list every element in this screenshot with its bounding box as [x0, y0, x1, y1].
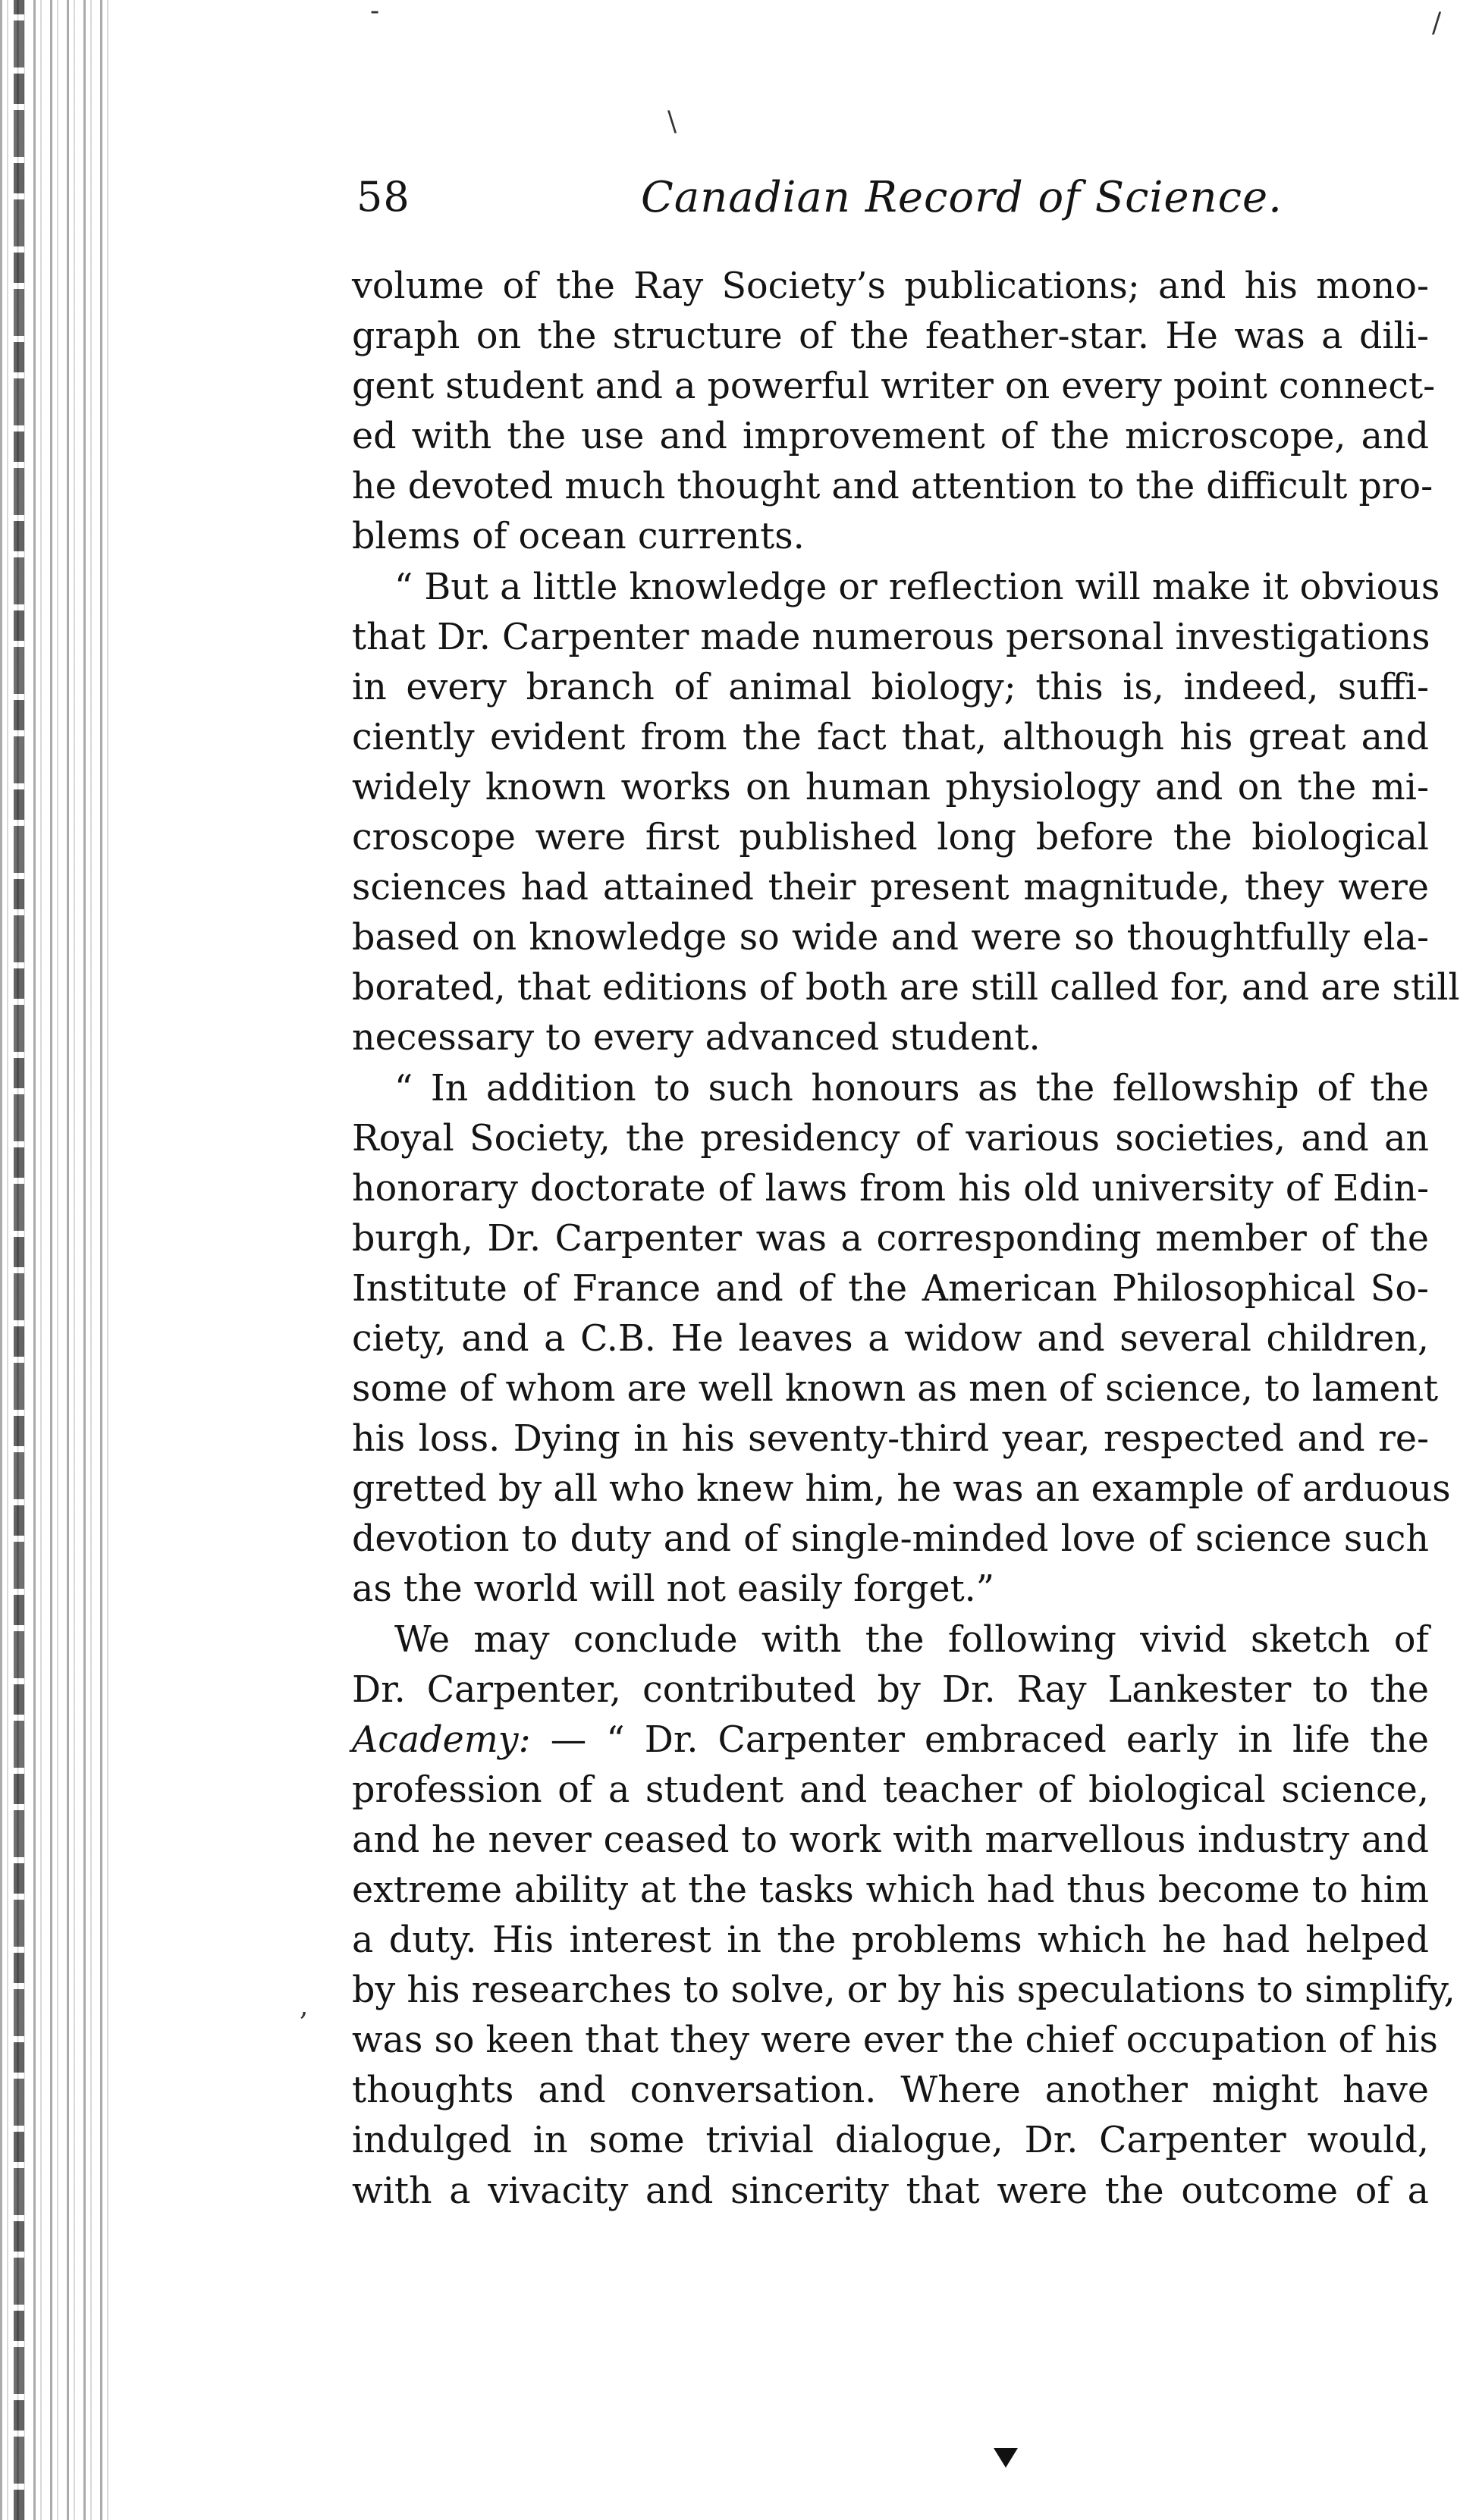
text-line: ciently evident from the fact that, although his great and: [352, 716, 1429, 758]
text-line: a duty. His interest in the problems which he had helped: [352, 1919, 1429, 1962]
text-line: indulged in some trivial dialogue, Dr. Carpenter would,: [352, 2120, 1429, 2162]
text-line: some of whom are well known as men of science, to lament: [352, 1368, 1439, 1411]
text-line: extreme ability at the tasks which had thus become to him: [352, 1869, 1429, 1911]
text-line: borated, that editions of both are still called for, and are still: [352, 967, 1460, 1009]
text-line: by his researches to solve, or by his speculations to simplify,: [352, 1969, 1455, 2012]
text-line: thoughts and conversation. Where another might have: [352, 2070, 1429, 2112]
text-line: Royal Society, the presidency of various societies, and an: [352, 1117, 1429, 1160]
text-line: in every branch of animal biology; this is, indeed, suffi-: [352, 666, 1429, 708]
text-line: graph on the structure of the feather-star. He was a dili-: [352, 315, 1429, 358]
text-line: widely known works on human physiology and on the mi-: [352, 766, 1429, 808]
text-line: “ In addition to such honours as the fellowship of the: [394, 1067, 1429, 1109]
body-text: [352, 262, 1460, 2217]
scan-edge-binding: [14, 0, 24, 2520]
text-line: sciences had attained their present magnitude, they were: [352, 867, 1429, 909]
text-line: that Dr. Carpenter made numerous personal investigations: [352, 616, 1430, 658]
text-line: as the world will not easily forget.”: [352, 1568, 995, 1611]
journal-name: Academy:: [352, 1718, 531, 1761]
page-end-mark: [994, 2448, 1018, 2468]
page-number: 58: [356, 173, 410, 221]
text-line: We may conclude with the following vivid sketch of: [394, 1618, 1429, 1661]
text-line: devotion to duty and of single-minded love of science such: [352, 1518, 1429, 1561]
text-line: ed with the use and improvement of the microscope, and: [352, 416, 1429, 458]
text-line: he devoted much thought and attention to the difficult pro-: [352, 466, 1433, 508]
text-line: Dr. Carpenter, contributed by Dr. Ray Lankester to the: [352, 1668, 1429, 1711]
stray-mark: /: [1432, 8, 1442, 39]
text-line: was so keen that they were ever the chief occupation of his: [352, 2019, 1438, 2062]
text-line: gretted by all who knew him, he was an example of arduous: [352, 1468, 1451, 1511]
text-line: profession of a student and teacher of biological science,: [352, 1768, 1429, 1811]
text-line: “ But a little knowledge or reflection will make it obvious: [394, 566, 1440, 608]
text-line: his loss. Dying in his seventy-third year, respected and re-: [352, 1418, 1429, 1461]
text-line: honorary doctorate of laws from his old university of Edin-: [352, 1167, 1429, 1210]
text-line: Institute of France and of the American Philosophical So-: [352, 1267, 1429, 1310]
running-title: Canadian Record of Science.: [641, 173, 1283, 222]
text-line: based on knowledge so wide and were so thoughtfully ela-: [352, 917, 1429, 959]
text-line: necessary to every advanced student.: [352, 1017, 1041, 1059]
text-line: and he never ceased to work with marvellous industry and: [352, 1819, 1429, 1861]
stray-mark: -: [370, 0, 380, 27]
stray-mark: \: [667, 106, 677, 137]
text-line: gent student and a powerful writer on every point connect-: [352, 366, 1436, 408]
text-line: volume of the Ray Society’s publications; and his mono-: [352, 265, 1429, 307]
text-line: Academy: — “ Dr. Carpenter embraced early in life the: [352, 1718, 1429, 1761]
text-line: burgh, Dr. Carpenter was a corresponding member of the: [352, 1217, 1429, 1260]
text-line: croscope were first published long before the biological: [352, 817, 1429, 859]
text-line: ciety, and a C.B. He leaves a widow and several children,: [352, 1317, 1429, 1360]
text-line: blems of ocean currents.: [352, 516, 805, 558]
stray-mark: ,: [300, 1991, 309, 2022]
page-header: [356, 173, 1441, 241]
text-line: with a vivacity and sincerity that were the outcome of a: [352, 2170, 1429, 2212]
